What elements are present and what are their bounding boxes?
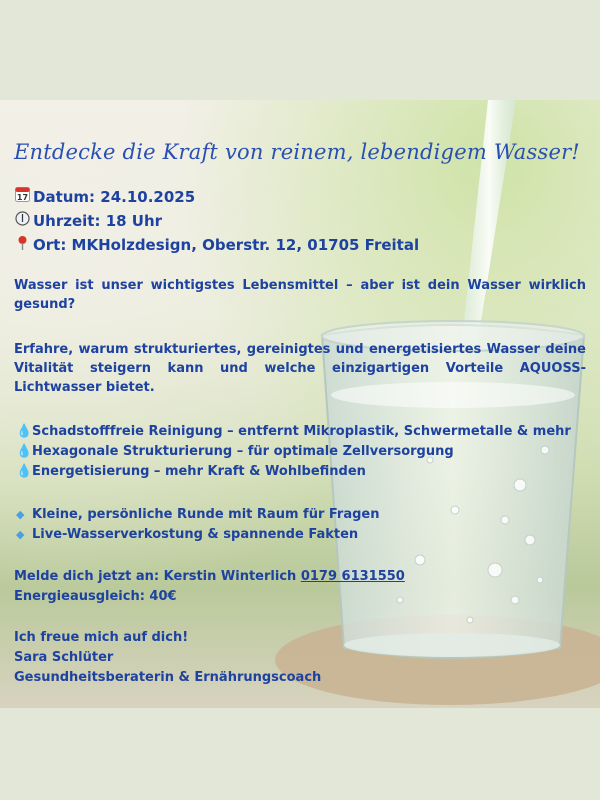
time-text: Uhrzeit: 18 Uhr <box>33 212 163 230</box>
benefit-item: 💧Energetisierung – mehr Kraft & Wohlbefinden <box>16 464 366 479</box>
headline: Entdecke die Kraft von reinem, lebendigem Wasser! <box>14 140 580 164</box>
date-text: Datum: 24.10.2025 <box>33 188 196 206</box>
feature-item: ◆ Live-Wasserverkostung & spannende Fakten <box>16 527 359 542</box>
intro-text: Wasser ist unser wichtigstes Lebensmittel – aber ist dein Wasser wirklich gesund? <box>14 278 586 312</box>
signature-name: Sara Schlüter <box>14 650 114 665</box>
event-date <box>14 187 195 206</box>
diamond-icon: ◆ <box>16 528 25 541</box>
place-text: Ort: MKHolzdesign, Oberstr. 12, 01705 Freital <box>33 236 420 254</box>
glass-base <box>344 633 560 657</box>
experience-text: Erfahre, warum strukturiertes, gereinigtes und energetisiertes Wasser deine Vitalität steigern kann und welche einzigartigen Vorteile AQUOSS-Lichtwasser bietet. <box>14 342 586 395</box>
event-place <box>14 235 419 254</box>
droplet-icon: 💧 <box>16 424 33 439</box>
phone-link[interactable]: 0179 6131550 <box>300 569 405 584</box>
benefit-item: 💧Hexagonale Strukturierung – für optimale Zellversorgung <box>16 444 454 459</box>
fee-text: Energieausgleich: 40€ <box>14 589 177 604</box>
closing-greeting: Ich freue mich auf dich! <box>14 630 189 645</box>
signup-line <box>14 569 405 584</box>
pin-icon <box>14 235 30 254</box>
clock-icon <box>14 211 30 230</box>
droplet-icon: 💧 <box>16 464 33 479</box>
event-time <box>14 211 162 230</box>
droplet-icon: 💧 <box>16 444 33 459</box>
poster <box>0 100 600 708</box>
feature-item: ◆ Kleine, persönliche Runde mit Raum für Fragen <box>16 507 380 522</box>
signature-role: Gesundheitsberaterin & Ernährungscoach <box>14 670 322 685</box>
benefit-item: 💧Schadstofffreie Reinigung – entfernt Mikroplastik, Schwermetalle & mehr <box>16 424 571 439</box>
signup-label: Melde dich jetzt an: Kerstin Winterlich <box>14 569 297 584</box>
svg-text:17: 17 <box>16 193 28 202</box>
calendar-icon <box>14 187 30 206</box>
diamond-icon: ◆ <box>16 508 25 521</box>
